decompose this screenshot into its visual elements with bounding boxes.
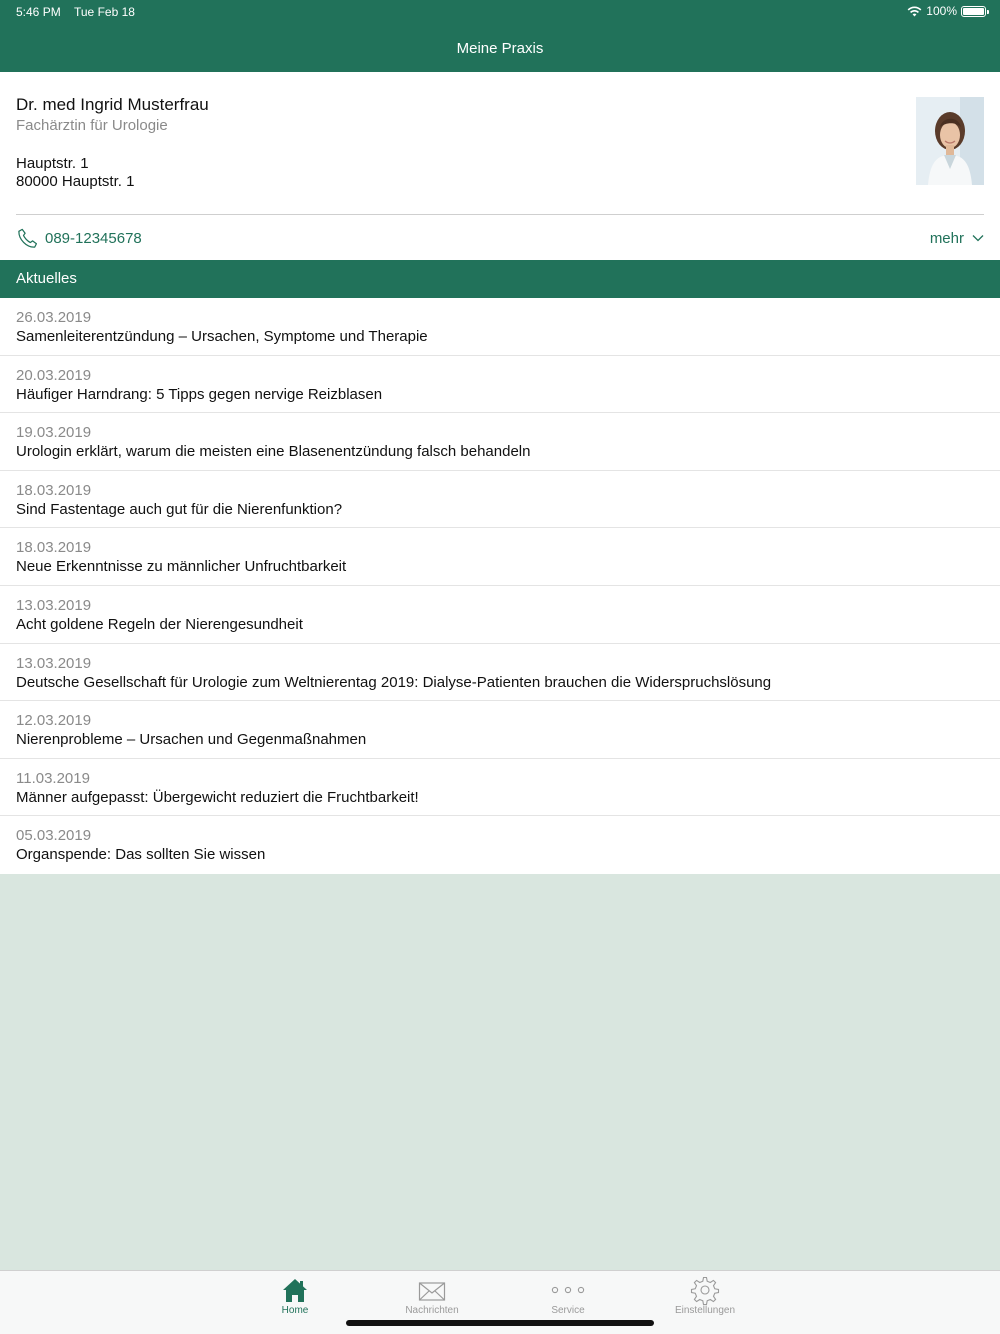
list-item[interactable] — [0, 356, 1000, 414]
news-title: Männer aufgepasst: Übergewicht reduziert die Fruchtbarkeit! — [16, 788, 419, 806]
page-title: Meine Praxis — [456, 40, 544, 57]
list-item[interactable] — [0, 701, 1000, 759]
home-indicator[interactable] — [346, 1320, 654, 1326]
news-date: 12.03.2019 — [16, 712, 92, 730]
tab-home[interactable] — [245, 1275, 345, 1316]
navigation-bar — [0, 24, 1000, 72]
tab-nachrichten[interactable] — [382, 1275, 482, 1316]
news-title: Urologin erklärt, warum die meisten eine Blasenentzündung falsch behandeln — [16, 443, 531, 461]
status-date: Tue Feb 18 — [74, 5, 135, 19]
list-item[interactable] — [0, 471, 1000, 529]
list-item[interactable] — [0, 644, 1000, 702]
news-date: 18.03.2019 — [16, 539, 92, 557]
phone-link[interactable] — [16, 225, 142, 251]
more-dots-icon — [550, 1275, 586, 1305]
news-title: Samenleiterentzündung – Ursachen, Symptome und Therapie — [16, 328, 428, 345]
news-title: Sind Fastentage auch gut für die Nierenfunktion? — [16, 500, 343, 518]
news-date: 20.03.2019 — [16, 366, 92, 384]
battery-icon — [961, 6, 986, 17]
news-list — [0, 298, 1000, 874]
profile-divider — [16, 214, 984, 215]
news-title: Acht goldene Regeln der Nierengesundheit — [16, 615, 303, 633]
news-date: 11.03.2019 — [16, 769, 90, 787]
news-title: Häufiger Harndrang: 5 Tipps gegen nervige Reizblasen — [16, 385, 383, 403]
wifi-icon — [907, 6, 922, 17]
status-right — [907, 4, 986, 18]
news-section-header — [0, 260, 1000, 298]
news-title: Nierenprobleme – Ursachen und Gegenmaßnahmen — [16, 731, 367, 749]
status-bar — [0, 0, 1000, 24]
phone-icon — [16, 227, 39, 250]
tab-label: Service — [551, 1305, 585, 1316]
doctor-specialty: Fachärztin für Urologie — [16, 117, 168, 134]
tab-label: Home — [281, 1305, 309, 1316]
battery-percent: 100% — [926, 4, 957, 18]
list-item[interactable] — [0, 586, 1000, 644]
tab-service[interactable] — [518, 1275, 618, 1316]
list-item[interactable] — [0, 528, 1000, 586]
news-title: Deutsche Gesellschaft für Urologie zum Weltnierentag 2019: Dialyse-Patienten brauchen die Widerspruchslösung — [16, 673, 772, 691]
news-date: 18.03.2019 — [16, 481, 92, 499]
mail-icon — [418, 1275, 446, 1305]
news-title: Neue Erkenntnisse zu männlicher Unfruchtbarkeit — [16, 558, 347, 576]
list-item[interactable] — [0, 413, 1000, 471]
news-date: 19.03.2019 — [16, 424, 92, 442]
list-item[interactable] — [0, 759, 1000, 817]
more-label: mehr — [929, 229, 964, 247]
tab-label: Nachrichten — [405, 1305, 459, 1316]
chevron-down-icon — [972, 234, 984, 242]
address-city: 80000 Hauptstr. 1 — [16, 173, 135, 190]
news-date: 13.03.2019 — [16, 596, 92, 614]
list-item[interactable] — [0, 816, 1000, 874]
tab-label: Einstellungen — [674, 1305, 736, 1316]
phone-number: 089-12345678 — [45, 229, 142, 247]
gear-icon — [690, 1275, 720, 1305]
status-time: 5:46 PM — [16, 5, 61, 19]
address-street: Hauptstr. 1 — [16, 155, 89, 172]
home-icon — [281, 1275, 309, 1305]
doctor-photo — [916, 97, 984, 185]
news-title: Organspende: Das sollten Sie wissen — [16, 846, 266, 864]
list-item[interactable] — [0, 298, 1000, 356]
more-button[interactable] — [930, 225, 984, 251]
news-date: 26.03.2019 — [16, 309, 92, 326]
news-header-label: Aktuelles — [16, 270, 77, 287]
news-date: 13.03.2019 — [16, 654, 92, 672]
doctor-name: Dr. med Ingrid Musterfrau — [16, 95, 209, 114]
practice-profile — [0, 72, 1000, 260]
tab-einstellungen[interactable] — [655, 1275, 755, 1316]
news-date: 05.03.2019 — [16, 827, 92, 845]
